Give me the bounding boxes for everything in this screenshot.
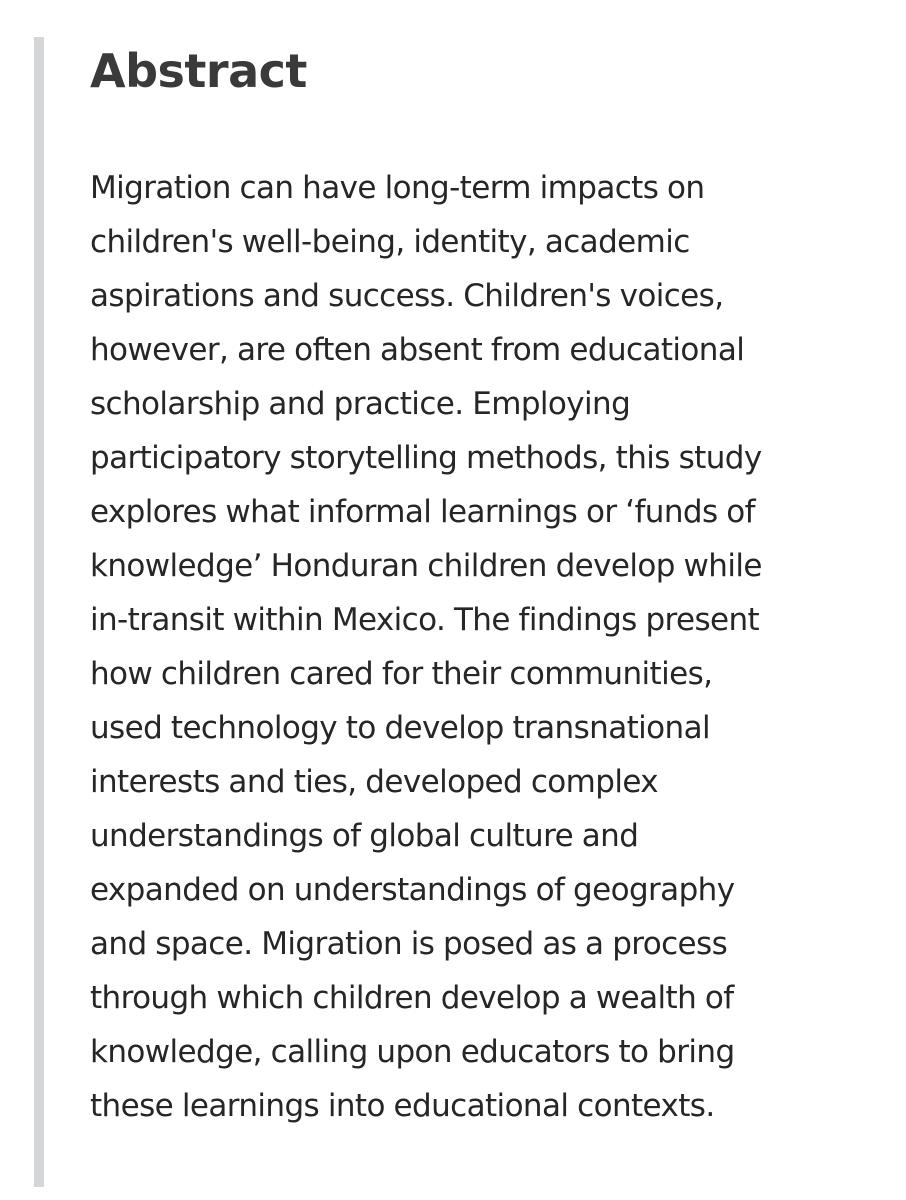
- abstract-line: understandings of global culture and: [90, 818, 639, 854]
- abstract-line: knowledge, calling upon educators to bring: [90, 1034, 735, 1070]
- abstract-line: participatory storytelling methods, this study: [90, 440, 762, 476]
- abstract-line: however, are often absent from educational: [90, 332, 745, 368]
- abstract-line: aspirations and success. Children's voices,: [90, 278, 724, 314]
- abstract-section: [34, 37, 884, 1187]
- abstract-line: through which children develop a wealth of: [90, 980, 734, 1016]
- abstract-line: interests and ties, developed complex: [90, 764, 659, 800]
- abstract-line: used technology to develop transnational: [90, 710, 710, 746]
- abstract-line: explores what informal learnings or ‘funds of: [90, 494, 755, 530]
- abstract-line: in-transit within Mexico. The findings present: [90, 602, 760, 638]
- abstract-line: and space. Migration is posed as a process: [90, 926, 728, 962]
- abstract-line: expanded on understandings of geography: [90, 872, 735, 908]
- abstract-heading: Abstract: [90, 44, 307, 98]
- abstract-body: [90, 161, 880, 1133]
- abstract-line: knowledge’ Honduran children develop while: [90, 548, 762, 584]
- abstract-line: scholarship and practice. Employing: [90, 386, 631, 422]
- abstract-line: these learnings into educational contexts.: [90, 1088, 715, 1124]
- abstract-line: how children cared for their communities,: [90, 656, 713, 692]
- abstract-line: children's well-being, identity, academic: [90, 224, 690, 260]
- abstract-line: Migration can have long-term impacts on: [90, 170, 705, 206]
